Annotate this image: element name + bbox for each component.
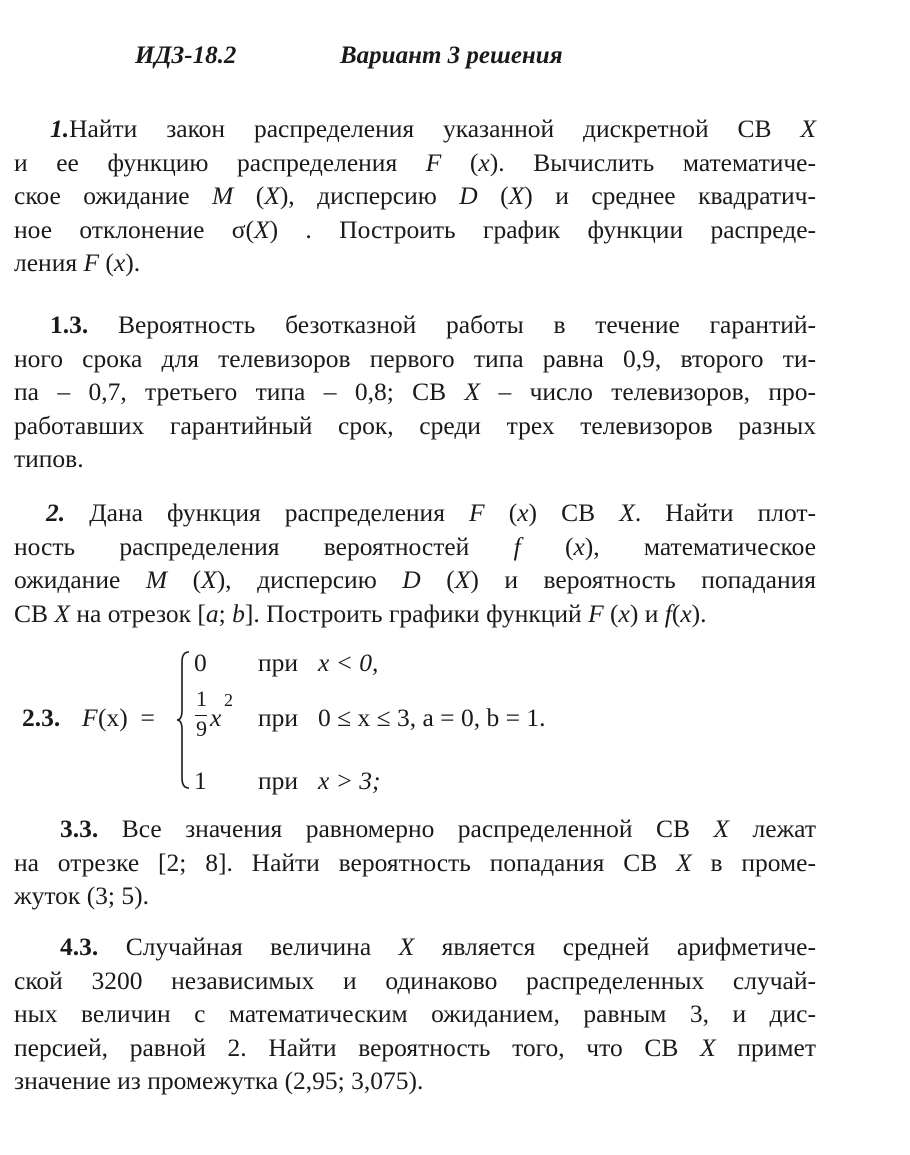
text-line (14, 213, 816, 247)
emphasis-text: 2. (46, 498, 66, 527)
text-line (14, 846, 816, 880)
text-run: ). (125, 248, 141, 277)
row2-den: 9 (196, 716, 207, 741)
text-run: ( (603, 598, 619, 628)
text-line (14, 442, 816, 476)
text-run: ) СВ (528, 498, 620, 527)
text-run: ( (441, 147, 479, 177)
text-line (14, 997, 816, 1031)
text-run: примет (715, 1032, 816, 1062)
emphasis-text: X (464, 377, 481, 406)
text-run: ное отклонение σ( (14, 214, 254, 244)
text-line (14, 375, 816, 409)
text-run: ( (167, 565, 202, 594)
emphasis-text: X (398, 932, 415, 961)
brace-icon (176, 650, 190, 790)
text-run: в проме- (691, 847, 816, 877)
text-run: Все значения равномерно распределенной СВ (98, 814, 714, 843)
task-2-statement (14, 496, 816, 630)
text-run: ) и (629, 598, 665, 628)
emphasis-text: F (425, 147, 442, 177)
text-run: ных величин с математическим ожиданием, равным 3, и дис- (14, 999, 816, 1028)
text-run: типов. (14, 444, 84, 473)
emphasis-text: X (700, 1032, 716, 1062)
emphasis-text: X (454, 565, 471, 594)
text-run: ское ожидание (14, 181, 213, 210)
text-run: ожидание (14, 565, 146, 594)
text-line (14, 879, 816, 913)
variant-title: Вариант 3 решения (340, 42, 563, 69)
text-run: ного срока для телевизоров первого типа равна 0,9, второго ти- (14, 343, 816, 373)
row3-value: 1 (194, 766, 207, 795)
text-line (14, 112, 816, 146)
emphasis-text: X (254, 214, 270, 244)
emphasis-text: 1.3. (50, 310, 89, 339)
formula-lhs: (x) = (98, 703, 155, 732)
text-run: ( (233, 181, 265, 210)
task-1-3 (14, 308, 816, 476)
emphasis-text: x (618, 598, 630, 628)
text-run: работавших гарантийный срок, среди трех телевизоров разных (14, 410, 816, 440)
row2-num: 1 (196, 686, 207, 711)
emphasis-text: X (619, 498, 635, 527)
row3-cond: x > 3; (318, 766, 381, 795)
text-run: ), дисперсию (279, 181, 460, 210)
emphasis-text: M (145, 565, 168, 594)
text-line (14, 597, 890, 631)
text-run: ). Вычислить математиче- (489, 147, 816, 177)
emphasis-text: X (676, 847, 692, 877)
task-4-3 (14, 930, 816, 1098)
emphasis-text: x (573, 531, 585, 561)
text-run: жуток (3; 5). (14, 881, 150, 910)
emphasis-text: 1. (50, 114, 70, 143)
text-line (14, 246, 816, 280)
text-run: – число телевизоров, про- (480, 377, 816, 406)
text-line (14, 496, 816, 530)
emphasis-text: X (201, 565, 217, 594)
emphasis-text: M (212, 181, 234, 210)
text-line (14, 964, 816, 998)
emphasis-text: X (800, 114, 816, 143)
row2-exp: 2 (224, 690, 233, 710)
row2-var: x (210, 703, 222, 732)
task-1-statement (14, 112, 816, 280)
row2-cond: 0 ≤ x ≤ 3, a = 0, b = 1. (318, 703, 546, 732)
text-run: ) . Построить график функции распреде- (269, 214, 817, 244)
emphasis-text: x (517, 498, 529, 527)
text-run: ( (477, 181, 509, 210)
emphasis-text: X (713, 814, 730, 843)
text-run: значение из промежутка (2,95; 3,075). (14, 1066, 424, 1095)
emphasis-text: X (264, 181, 280, 210)
emphasis-text: a (205, 598, 219, 628)
text-line (14, 146, 816, 180)
text-line (14, 342, 816, 376)
text-run: ( (520, 531, 574, 561)
text-run: является средней арифметиче- (414, 932, 816, 961)
text-run: ) и среднее квадратич- (524, 181, 816, 210)
text-run: лежат (729, 814, 816, 843)
text-line (14, 409, 816, 443)
emphasis-text: X (508, 181, 525, 210)
emphasis-text: x (680, 598, 692, 628)
text-line (14, 812, 816, 846)
text-run: ления (14, 248, 84, 277)
text-run: ность распределения вероятностей (14, 531, 514, 561)
row2-pri: при (258, 703, 299, 732)
task-3-3 (14, 812, 816, 913)
text-run: ( (99, 248, 114, 277)
emphasis-text: X (54, 598, 70, 628)
formula-lhs-f: F (82, 703, 98, 732)
text-run: на отрезке [2; 8]. Найти вероятность попадания СВ (14, 847, 677, 877)
text-run: Вероятность безотказной работы в течение гарантий- (88, 310, 816, 339)
emphasis-text: 3.3. (60, 814, 99, 843)
text-run: ). (691, 598, 707, 628)
text-line (14, 563, 816, 597)
text-run: ), дисперсию (216, 565, 403, 594)
formula-number: 2.3. (22, 703, 61, 732)
emphasis-text: D (402, 565, 421, 594)
text-run: ) и вероятность попадания (470, 565, 816, 594)
text-line (14, 1064, 816, 1098)
row1-pri: при (258, 648, 299, 677)
emphasis-text: F (469, 498, 485, 527)
text-run: персией, равной 2. Найти вероятность того, что СВ (14, 1032, 701, 1062)
text-run: ]. Построить графики функций (244, 598, 589, 628)
text-run: ской 3200 независимых и одинаково распределенных случай- (14, 965, 816, 995)
text-line (14, 1031, 816, 1065)
assignment-code: ИДЗ-18.2 (135, 42, 237, 69)
text-run: ; (218, 598, 233, 628)
emphasis-text: D (459, 181, 478, 210)
text-run: ), математическое (584, 531, 816, 561)
text-run: Дана функция распределения (65, 498, 470, 527)
row1-cond: x < 0, (318, 648, 379, 677)
text-run: Найти закон распределения указанной дискретной СВ (69, 114, 801, 143)
emphasis-text: f (513, 531, 521, 561)
text-run: и ее функцию распределения (14, 147, 426, 177)
text-line (14, 308, 816, 342)
emphasis-text: f (664, 598, 672, 628)
text-run: Случайная величина (98, 932, 399, 961)
emphasis-text: F (83, 248, 100, 277)
emphasis-text: F (588, 598, 604, 628)
emphasis-text: 4.3. (60, 932, 99, 961)
text-run: СВ (14, 598, 55, 628)
text-line (14, 530, 816, 564)
emphasis-text: x (113, 248, 126, 277)
emphasis-text: x (478, 147, 490, 177)
text-run: ( (671, 598, 681, 628)
row1-value: 0 (194, 648, 207, 677)
text-run: па – 0,7, третьего типа – 0,8; СВ (14, 377, 465, 406)
text-run: ( (484, 498, 518, 527)
text-line (14, 930, 816, 964)
text-line (14, 179, 816, 213)
text-run: ( (420, 565, 455, 594)
text-run: на отрезок [ (69, 598, 206, 628)
emphasis-text: b (232, 598, 245, 628)
row3-pri: при (258, 766, 299, 795)
text-run: . Найти плот- (634, 498, 816, 527)
